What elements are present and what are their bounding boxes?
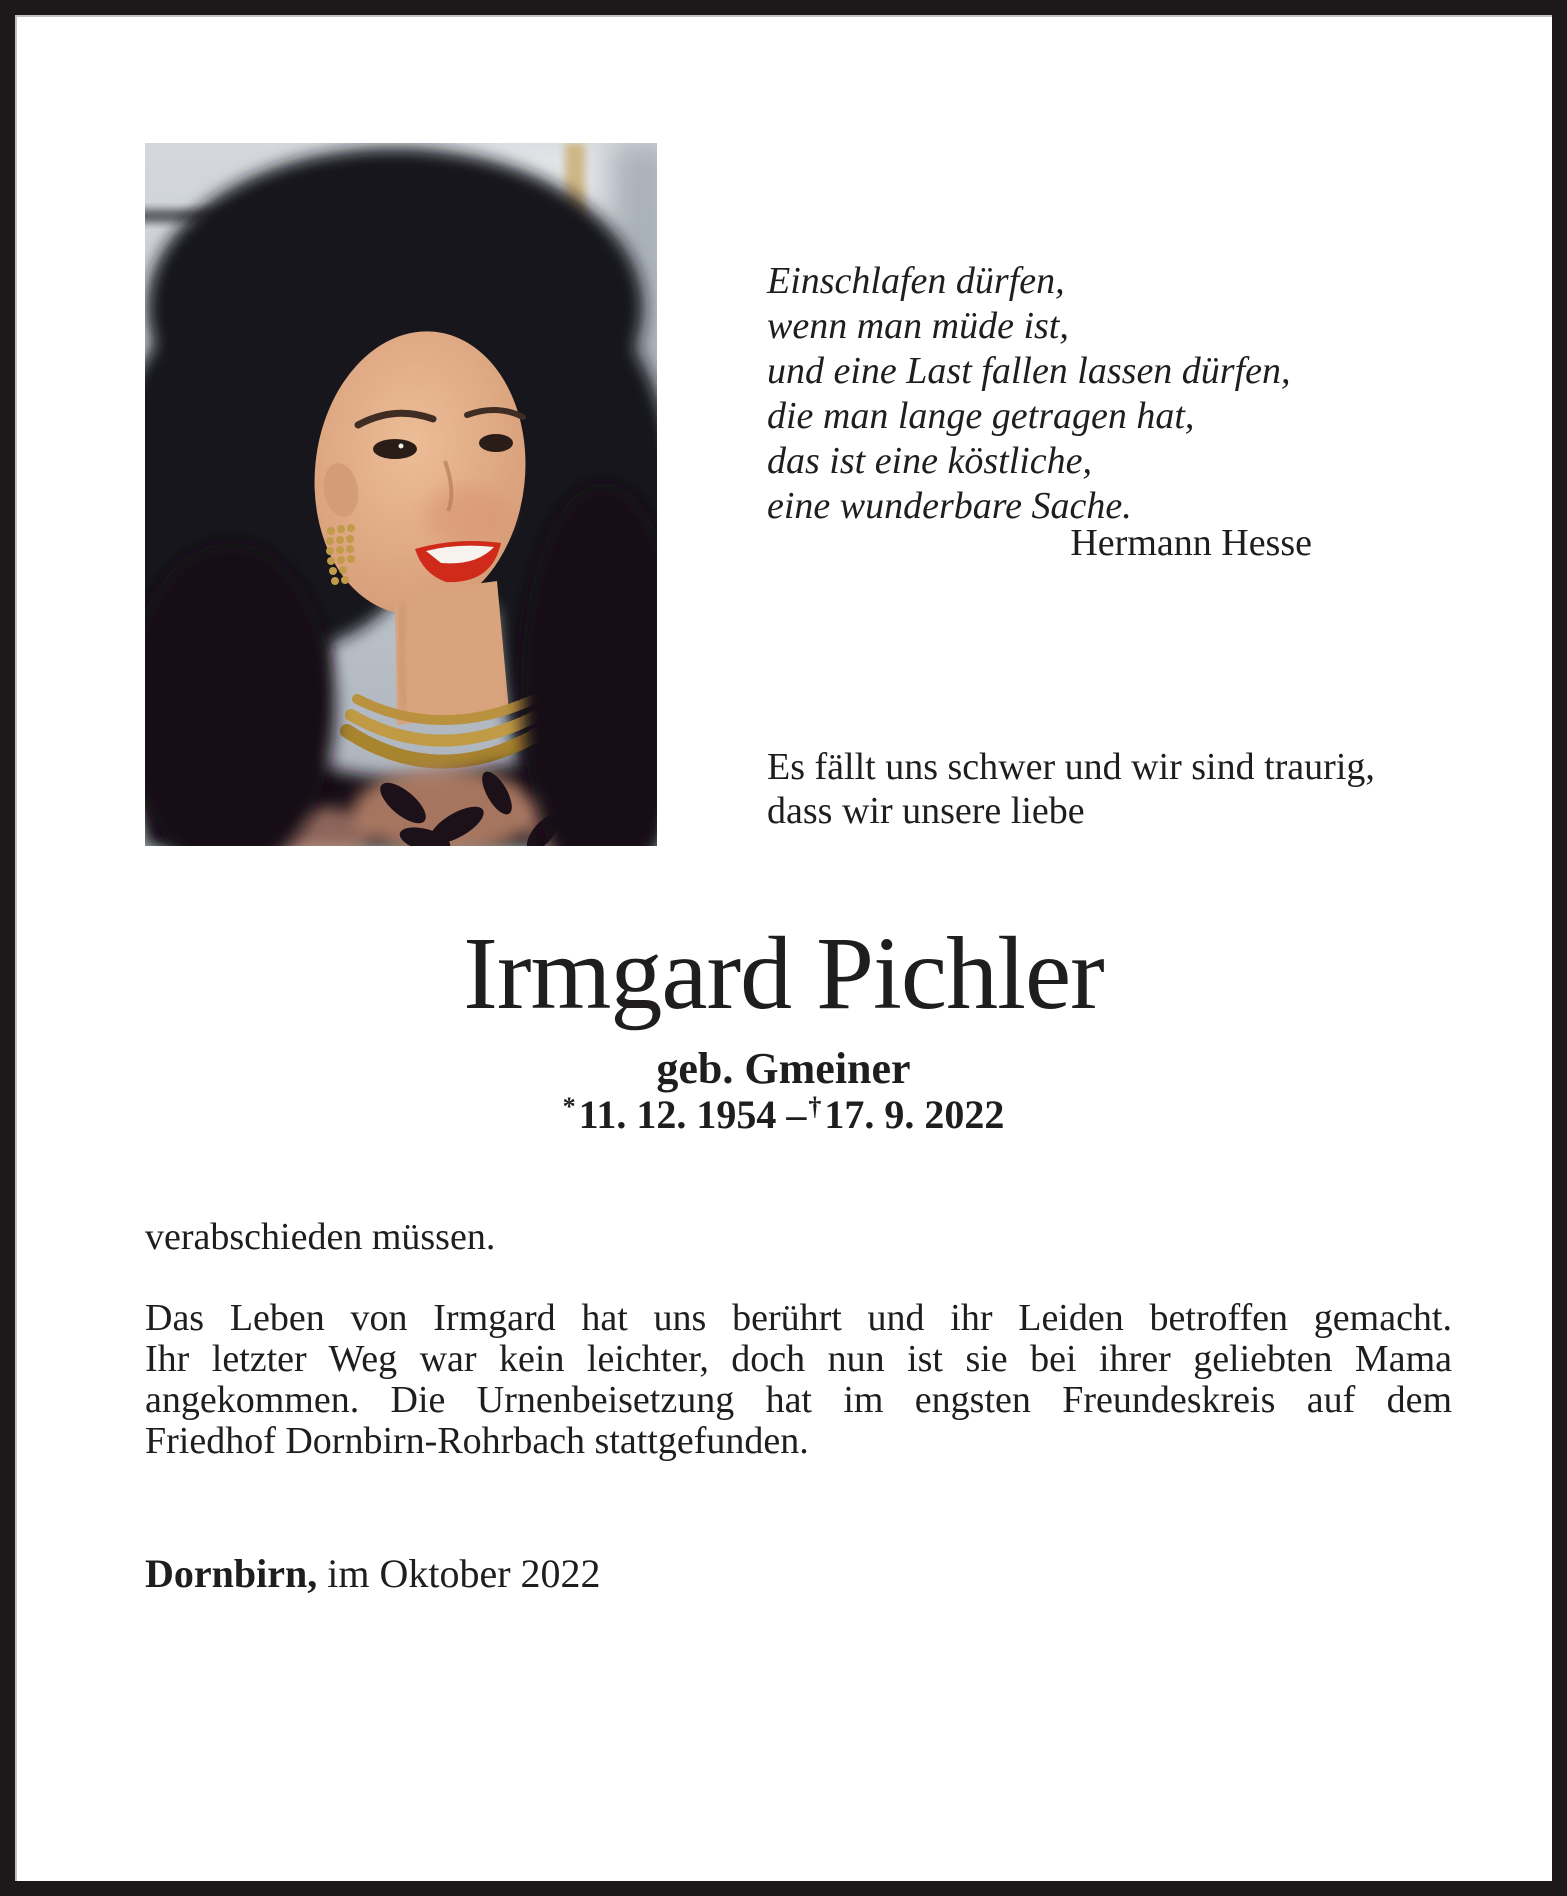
poem-line: und eine Last fallen lassen dürfen, <box>767 350 1291 392</box>
intro-line: Es fällt uns schwer und wir sind traurig, <box>767 746 1375 788</box>
closing-line <box>145 1550 601 1598</box>
deceased-name: Irmgard Pichler <box>463 916 1104 1031</box>
cheek <box>425 487 509 543</box>
intro-text <box>767 745 1375 833</box>
obituary-line: angekommen. Die Urnenbeisetzung hat im engsten Freundeskreis auf dem <box>145 1379 1452 1421</box>
obituary-line: Friedhof Dornbirn-Rohrbach stattgefunden. <box>145 1420 809 1462</box>
neck <box>395 581 509 725</box>
obituary-card <box>15 15 1552 1881</box>
intro-line: dass wir unsere liebe <box>767 790 1085 832</box>
maiden-name: geb. Gmeiner <box>656 1044 911 1093</box>
life-dates <box>15 1093 1552 1137</box>
birth-star-symbol: * <box>562 1092 576 1121</box>
obituary-paragraph <box>145 1298 1452 1462</box>
closing-date: im Oktober 2022 <box>327 1551 601 1596</box>
poem-quote <box>767 259 1291 529</box>
portrait-photo <box>145 143 657 846</box>
obituary-line: Ihr letzter Weg war kein leichter, doch nun ist sie bei ihrer geliebten Mama <box>145 1338 1452 1380</box>
farewell-line: verabschieden müssen. <box>145 1216 496 1258</box>
obituary-line: Das Leben von Irmgard hat uns berührt und ihr Leiden betroffen gemacht. <box>145 1297 1452 1339</box>
death-cross-symbol: † <box>808 1092 822 1121</box>
closing-city: Dornbirn, <box>145 1551 318 1596</box>
poem-line: wenn man müde ist, <box>767 305 1069 347</box>
left-eye <box>373 439 417 459</box>
poem-attribution: Hermann Hesse <box>1070 522 1312 564</box>
birth-date: 11. 12. 1954 <box>578 1092 777 1137</box>
eye-highlight <box>399 444 404 449</box>
date-separator: – <box>786 1092 807 1137</box>
portrait-photo-graphic <box>145 143 657 846</box>
poem-line: die man lange getragen hat, <box>767 395 1195 437</box>
poem-line: eine wunderbare Sache. <box>767 485 1132 527</box>
poem-line: das ist eine köstliche, <box>767 440 1093 482</box>
death-date: 17. 9. 2022 <box>824 1092 1005 1137</box>
right-eye <box>479 434 513 452</box>
poem-line: Einschlafen dürfen, <box>767 260 1065 302</box>
